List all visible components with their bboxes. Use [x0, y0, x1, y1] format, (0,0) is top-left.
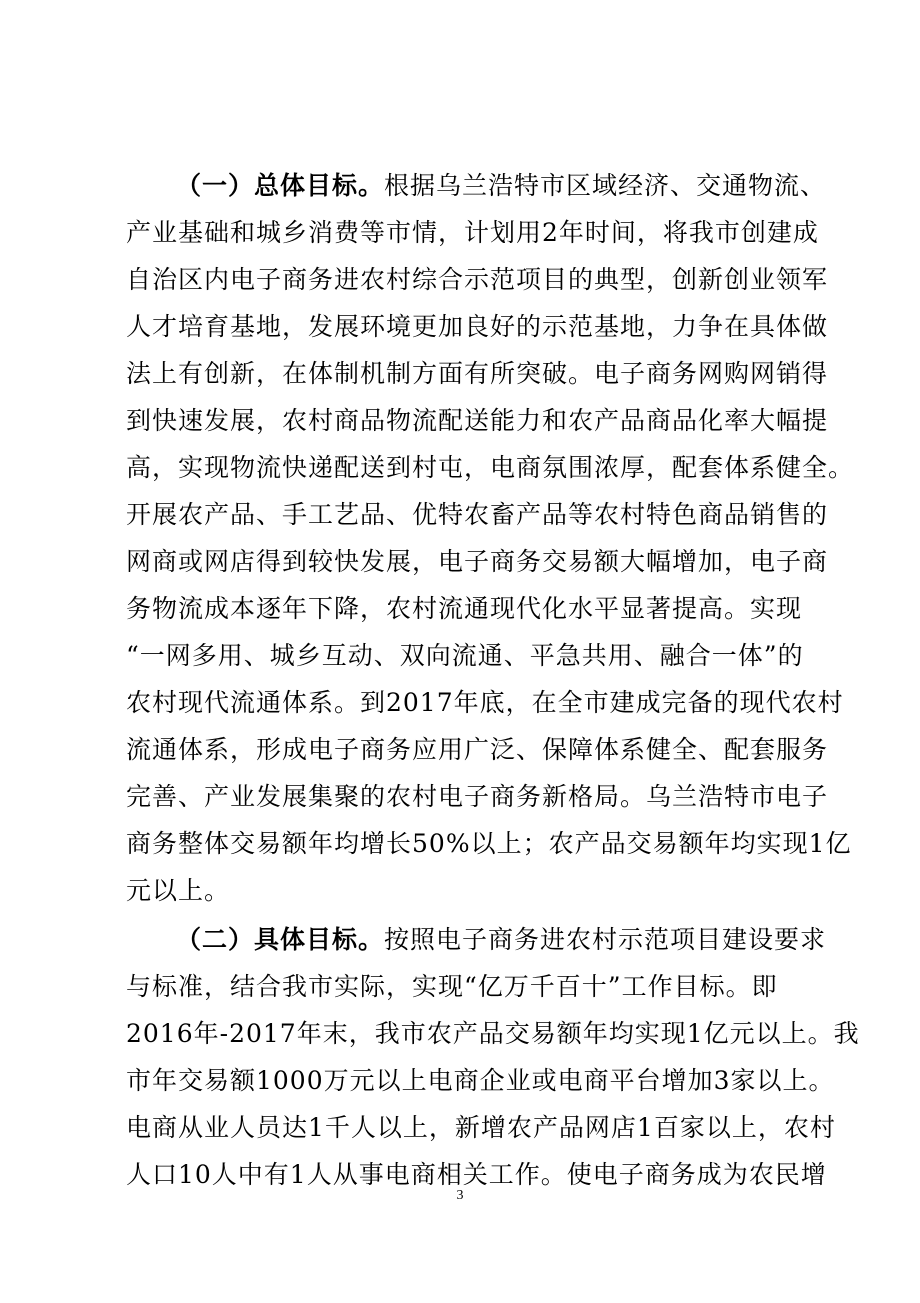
section2-heading: （二）具体目标。 — [176, 925, 385, 954]
paragraph-line: 农村现代流通体系。到2017年底，在全市建成完备的现代农村 — [126, 688, 844, 717]
paragraph-line: 网商或网店得到较快发展，电子商务交易额大幅增加，电子商 — [126, 547, 829, 576]
section1-heading: （一）总体目标。 — [176, 171, 385, 200]
paragraph-line: 法上有创新，在体制机制方面有所突破。电子商务网购网销得 — [126, 359, 829, 388]
paragraph-line: 根据乌兰浩特市区域经济、交通物流、 — [384, 171, 827, 200]
paragraph-line: 按照电子商务进农村示范项目建设要求 — [384, 925, 827, 954]
paragraph-line: 元以上。 — [126, 876, 231, 905]
paragraph-line: 人才培育基地，发展环境更加良好的示范基地，力争在具体做 — [126, 312, 829, 341]
paragraph-line: 与标准，结合我市实际，实现“亿万千百十”工作目标。即 — [126, 972, 778, 1001]
paragraph-line: 高，实现物流快递配送到村屯，电商氛围浓厚，配套体系健全。 — [126, 453, 855, 482]
section1-first-line — [176, 167, 876, 205]
paragraph-line: 市年交易额1000万元以上电商企业或电商平台增加3家以上。 — [126, 1066, 835, 1095]
paragraph-line: 流通体系，形成电子商务应用广泛、保障体系健全、配套服务 — [126, 735, 829, 764]
page-number: 3 — [456, 1188, 464, 1203]
paragraph-line: 到快速发展，农村商品物流配送能力和农产品商品化率大幅提 — [126, 406, 829, 435]
paragraph-line: “一网多用、城乡互动、双向流通、平急共用、融合一体”的 — [126, 641, 804, 670]
paragraph-line: 2016年-2017年末，我市农产品交易额年均实现1亿元以上。我 — [126, 1019, 860, 1048]
paragraph-line: 完善、产业发展集聚的农村电子商务新格局。乌兰浩特市电子 — [126, 782, 829, 811]
paragraph-line: 务物流成本逐年下降，农村流通现代化水平显著提高。实现 — [126, 594, 803, 623]
paragraph-line: 自治区内电子商务进农村综合示范项目的典型，创新创业领军 — [126, 265, 829, 294]
paragraph-line: 产业基础和城乡消费等市情，计划用2年时间，将我市创建成 — [126, 218, 819, 247]
section2-first-line — [176, 921, 876, 959]
paragraph-line: 电商从业人员达1千人以上，新增农产品网店1百家以上，农村 — [126, 1113, 836, 1142]
paragraph-line: 人口10人中有1人从事电商相关工作。使电子商务成为农民增 — [126, 1160, 827, 1189]
paragraph-line: 开展农产品、手工艺品、优特农畜产品等农村特色商品销售的 — [126, 500, 829, 529]
paragraph-line: 商务整体交易额年均增长50%以上；农产品交易额年均实现1亿 — [126, 829, 852, 858]
